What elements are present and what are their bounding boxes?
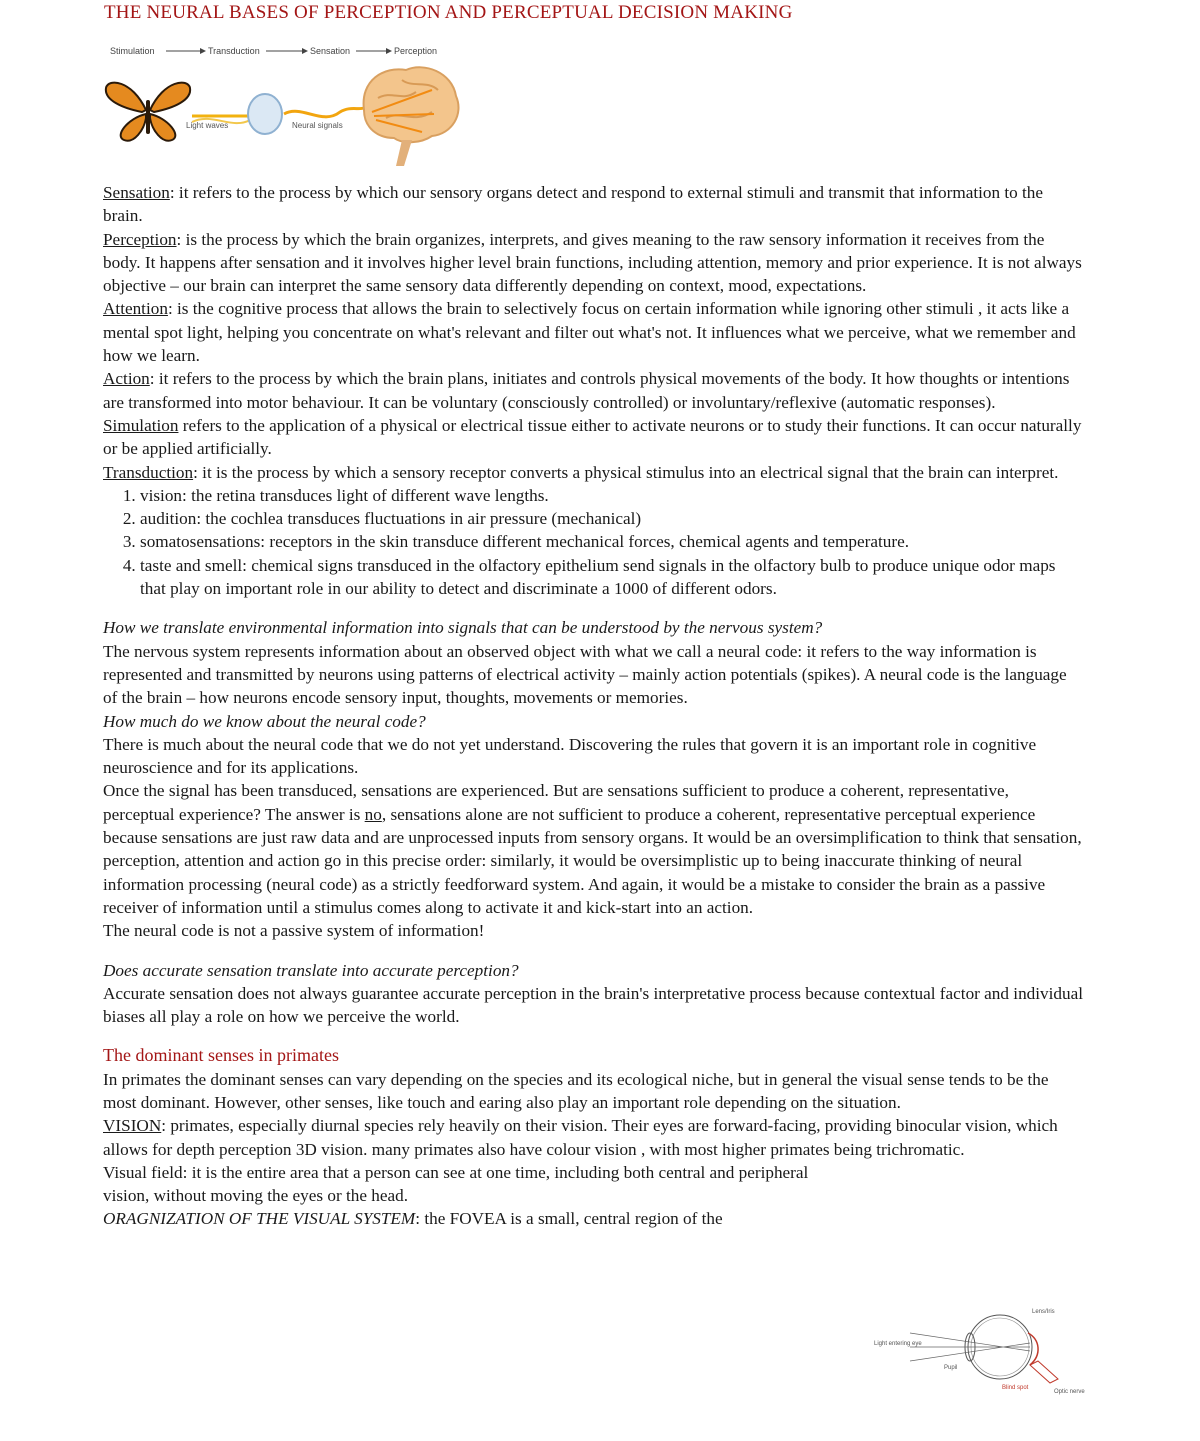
vision-paragraph: VISION: primates, especially diurnal species rely heavily on their vision. Their eyes are forward-facing, providing binocular vision, which allows for depth perception 3D vision. many primates also have colour vision , with most higher primates being trichromatic. (103, 1116, 1058, 1159)
definition-perception (103, 228, 1083, 298)
definition-term: Simulation (103, 415, 179, 435)
section-heading-primates: The dominant senses in primates (103, 1045, 339, 1066)
definition-sensation (103, 181, 1083, 228)
answer-3: Once the signal has been transduced, sensations are experienced. But are sensations sufficient to produce a coherent, representative, perceptual experience? The answer is no, sensations alone are not sufficient to produce a coherent, representative perceptual experience because sensations are just raw data and are unprocessed inputs from sensory organs. It would be an oversimplification to think that sensation, perception, attention and action go in this precise order: similarly, it would be oversimplistic up to being inaccurate thinking of neural information processing (neural code) as a strictly feedforward system. And again, it would be a mistake to consider the brain as a passive receiver of information until a stimulus comes along to activate it and kick-start into an action. (103, 781, 1082, 917)
definition-term: Perception (103, 229, 177, 249)
list-item: 4. taste and smell: chemical signs transduced in the olfactory epithelium send signals in the olfactory bulb to produce unique odor maps that play on important role in our ability to detect and discriminate a 1000 of different odors. (140, 554, 1083, 601)
answer-5: Accurate sensation does not always guarantee accurate perception in the brain's interpretative process because contextual factor and individual biases all play a role on how we perceive the world. (103, 983, 1083, 1027)
butterfly-icon (106, 83, 190, 141)
definition-simulation (103, 414, 1083, 461)
definition-term: Transduction (103, 462, 194, 482)
step-transduction: Transduction (208, 46, 260, 56)
list-item: 1. vision: the retina transduces light of different wave lengths. (140, 484, 1083, 507)
light-waves-label: Light waves (186, 121, 229, 130)
answer-1: The nervous system represents information about an observed object with what we call a neural code: it refers to the way information is represented and transmitted by neurons using patterns of electrical activity – mainly action potentials (spikes). A neural code is the language of the brain – how neurons encode sensory input, thoughts, movements or memories. (103, 641, 1067, 708)
definition-term: Sensation (103, 183, 170, 202)
eye-label-lens: Lens/Iris (1032, 1309, 1055, 1315)
perception-pipeline-figure (102, 40, 462, 170)
question-2: How much do we know about the neural code? (103, 711, 426, 731)
answer-4: The neural code is not a passive system of information! (103, 921, 485, 941)
list-item: 3. somatosensations: receptors in the skin transduce different mechanical forces, chemical agents and temperature. (140, 530, 1083, 553)
step-sensation: Sensation (310, 46, 351, 56)
definition-text: : it is the process by which a sensory receptor converts a physical stimulus into an electrical signal that the brain can interpret. (193, 462, 1059, 482)
answer-2: There is much about the neural code that we do not yet understand. Discovering the rules that govern it is an important role in cognitive neuroscience and for its applications. (103, 734, 1037, 778)
eye-icon (248, 94, 282, 134)
brain-icon (364, 67, 459, 166)
definition-transduction (103, 461, 1083, 484)
body-text (103, 181, 1083, 1231)
eye-label-fovea: Blind spot (1002, 1385, 1029, 1391)
definition-term: Attention (103, 299, 168, 319)
transduction-list (103, 484, 1083, 600)
eye-label-nerve: Optic nerve (1054, 1389, 1085, 1395)
neural-signals-label: Neural signals (292, 121, 343, 130)
question-3: Does accurate sensation translate into accurate perception? (103, 960, 519, 980)
question-1: How we translate environmental information into signals that can be understood by the nervous system? (103, 618, 823, 638)
step-perception: Perception (394, 46, 438, 56)
definition-text: refers to the application of a physical or electrical tissue either to activate neurons or to study their functions. It can occur naturally or be applied artificially. (103, 415, 1082, 459)
definition-text: : is the process by which the brain organizes, interprets, and gives meaning to the raw sensory information it receives from the body. It happens after sensation and it involves higher level brain functions, including attention, memory and prior experience. It is not always objective – our brain can interpret the same sensory data differently depending on context, mood, expectations. (103, 229, 1082, 296)
page-title: THE NEURAL BASES OF PERCEPTION AND PERCEPTUAL DECISION MAKING (104, 2, 793, 23)
definition-action (103, 367, 1083, 414)
list-item: 2. audition: the cochlea transduces fluctuations in air pressure (mechanical) (140, 507, 1083, 530)
definition-text: : it refers to the process by which our sensory organs detect and respond to external stimuli and transmit that information to the brain. (103, 183, 1044, 226)
definition-text: : is the cognitive process that allows the brain to selectively focus on certain information while ignoring other stimuli , it acts like a mental spot light, helping you concentrate on what's relevant and filter out what's not. It influences what we perceive, what we remember and how we learn. (103, 299, 1076, 366)
organization-paragraph: ORAGNIZATION OF THE VISUAL SYSTEM: the FOVEA is a small, central region of the (103, 1209, 723, 1229)
eye-diagram (870, 1303, 1085, 1403)
primates-paragraph: In primates the dominant senses can vary depending on the species and its ecological niche, but in general the visual sense tends to be the most dominant. However, other senses, like touch and earing also play an important role depending on the situation. (103, 1069, 1049, 1112)
eye-label-light: Light entering eye (874, 1341, 922, 1347)
definition-text: : it refers to the process by which the brain plans, initiates and controls physical movements of the body. It how thoughts or intentions are transformed into motor behaviour. It can be voluntary (consciously controlled) or involuntary/reflexive (automatic responses). (103, 369, 1070, 412)
definition-attention (103, 297, 1083, 367)
definition-term: Action (103, 369, 150, 389)
visual-field-paragraph: Visual field: it is the entire area that a person can see at one time, including both central and peripheral vision, without moving the eyes or the head. (103, 1162, 809, 1206)
eye-label-pupil: Pupil (944, 1365, 958, 1371)
step-stimulation: Stimulation (110, 46, 155, 56)
definitions-block (103, 181, 1083, 484)
